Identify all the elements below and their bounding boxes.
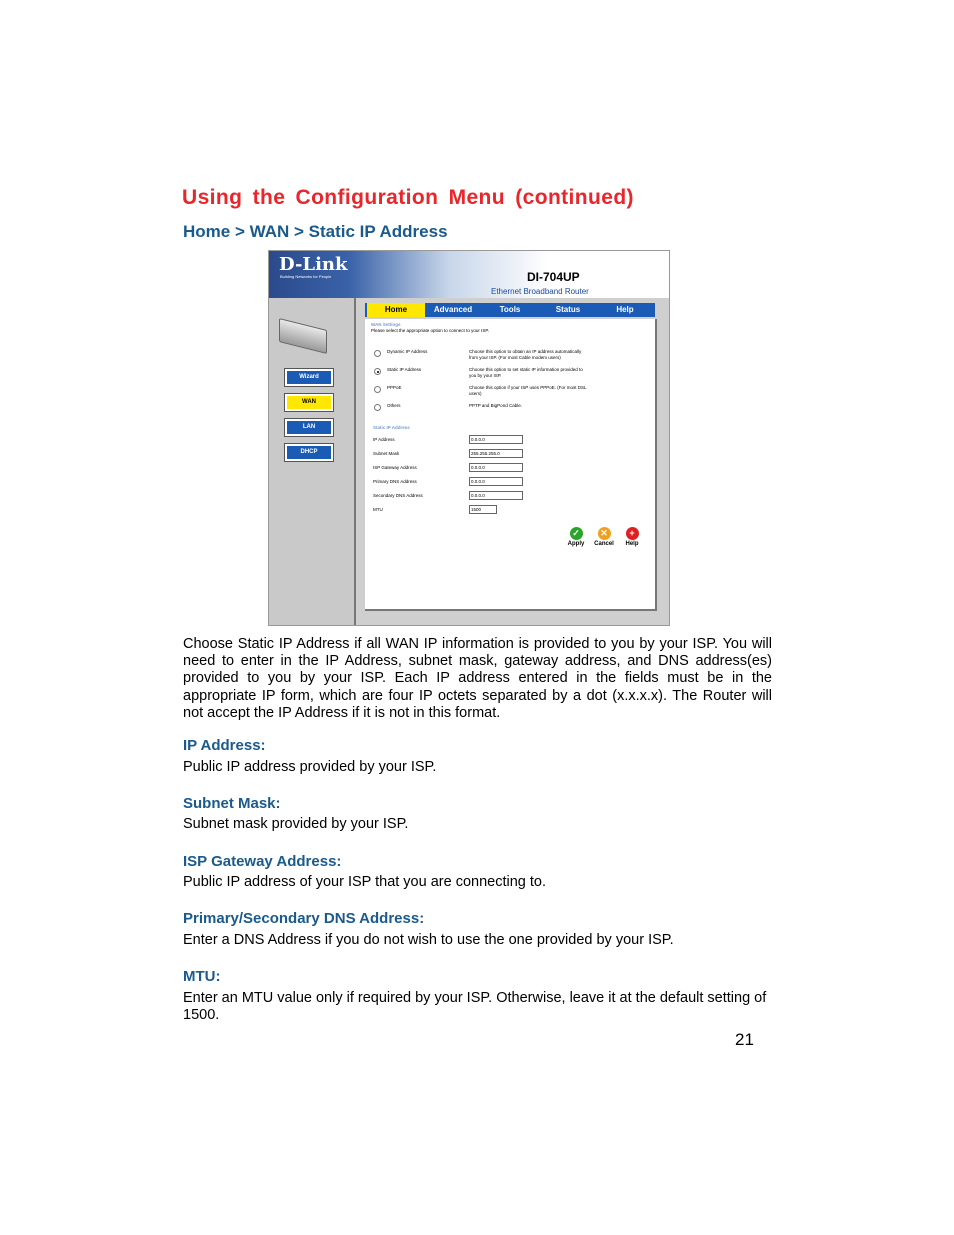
apply-label: Apply — [567, 541, 585, 547]
apply-button[interactable] — [562, 527, 590, 547]
subnet-mask-input[interactable]: 255.255.255.0 — [469, 449, 523, 458]
breadcrumb: Home > WAN > Static IP Address — [183, 222, 448, 241]
router-device-icon — [279, 318, 327, 354]
nav-wan[interactable]: WAN — [285, 394, 333, 411]
option-desc: Choose this option to set static IP information provided to — [469, 367, 583, 372]
static-ip-title: Static IP Address — [373, 425, 410, 430]
option-label: Others — [387, 403, 401, 408]
section-heading: MTU: — [183, 968, 221, 985]
option-desc: you by your ISP. — [469, 373, 502, 378]
cancel-label: Cancel — [594, 541, 614, 547]
field-label: ISP Gateway Address — [373, 465, 417, 470]
mtu-input[interactable]: 1500 — [469, 505, 497, 514]
logo-tagline: Building Networks for People — [280, 274, 332, 279]
section-heading: Subnet Mask: — [183, 795, 281, 812]
field-label: MTU — [373, 507, 383, 512]
section-text: Enter an MTU value only if required by your ISP. Otherwise, leave it at the default setting of 1500. — [183, 990, 767, 1024]
model-subtitle: Ethernet Broadband Router — [491, 287, 589, 296]
help-button[interactable] — [618, 527, 646, 547]
nav-lan[interactable]: LAN — [285, 419, 333, 436]
option-label: Dynamic IP Address — [387, 349, 428, 354]
section-heading: Primary/Secondary DNS Address: — [183, 910, 425, 927]
ip-address-input[interactable]: 0.0.0.0 — [469, 435, 523, 444]
option-desc: Choose this option if your ISP uses PPPoE. (For most DSL — [469, 385, 587, 390]
tab-advanced[interactable]: Advanced — [433, 305, 473, 314]
primary-dns-input[interactable]: 0.0.0.0 — [469, 477, 523, 486]
secondary-dns-input[interactable]: 0.0.0.0 — [469, 491, 523, 500]
tab-home[interactable]: Home — [367, 303, 425, 317]
side-nav — [269, 298, 356, 626]
field-label: Primary DNS Address — [373, 479, 417, 484]
wan-settings-hint: Please select the appropriate option to connect to your ISP. — [371, 328, 489, 333]
section-text: Enter a DNS Address if you do not wish to use the one provided by your ISP. — [183, 932, 674, 948]
wan-settings-panel — [365, 319, 657, 611]
radio-others[interactable] — [374, 404, 381, 411]
option-desc: PPTP and BigPond Cable. — [469, 403, 522, 408]
option-desc: users) — [469, 391, 482, 396]
field-label: IP Address — [373, 437, 395, 442]
cancel-button[interactable] — [590, 527, 618, 547]
option-label: PPPoE — [387, 385, 402, 390]
screenshot-header — [269, 251, 669, 298]
radio-dynamic-ip[interactable] — [374, 350, 381, 357]
model-name: DI-704UP — [527, 270, 580, 284]
gateway-input[interactable]: 0.0.0.0 — [469, 463, 523, 472]
plus-icon: + — [626, 527, 639, 540]
section-heading: IP Address: — [183, 737, 266, 754]
help-label: Help — [625, 541, 639, 547]
field-label: Subnet Mask — [373, 451, 400, 456]
section-heading: ISP Gateway Address: — [183, 853, 342, 870]
nav-wizard[interactable]: Wizard — [285, 369, 333, 386]
page-heading: Using the Configuration Menu (continued) — [182, 186, 634, 209]
section-text: Subnet mask provided by your ISP. — [183, 816, 409, 832]
page-number: 21 — [735, 1030, 754, 1049]
tab-status[interactable]: Status — [555, 305, 581, 314]
wan-settings-title: WAN Settings — [371, 322, 401, 327]
radio-pppoe[interactable] — [374, 386, 381, 393]
radio-static-ip[interactable] — [374, 368, 381, 375]
option-label: Static IP Address — [387, 367, 422, 372]
nav-dhcp[interactable]: DHCP — [285, 444, 333, 461]
router-screenshot — [268, 250, 670, 626]
tab-help[interactable]: Help — [616, 305, 634, 314]
field-label: Secondary DNS Address — [373, 493, 423, 498]
section-text: Public IP address of your ISP that you are connecting to. — [183, 874, 546, 890]
tab-tools[interactable]: Tools — [499, 305, 521, 314]
intro-paragraph: Choose Static IP Address if all WAN IP information is provided to you by your ISP. You will need to enter in the IP Address, subnet mask, gateway address, and DNS address(es) provided to you by your ISP. Each IP address entered in the fields must be in the appropriate IP form, which are four IP octets separated by a dot (x.x.x.x). The Router will not accept the IP Address if it is not in this format. — [183, 636, 772, 721]
check-icon: ✓ — [570, 527, 583, 540]
dlink-logo: D-Link — [279, 254, 348, 275]
option-desc: from your ISP. (For most Cable modem users) — [469, 355, 561, 360]
cancel-icon: ✕ — [598, 527, 611, 540]
option-desc: Choose this option to obtain an IP address automatically — [469, 349, 582, 354]
section-text: Public IP address provided by your ISP. — [183, 759, 437, 775]
top-tabs — [365, 303, 655, 317]
